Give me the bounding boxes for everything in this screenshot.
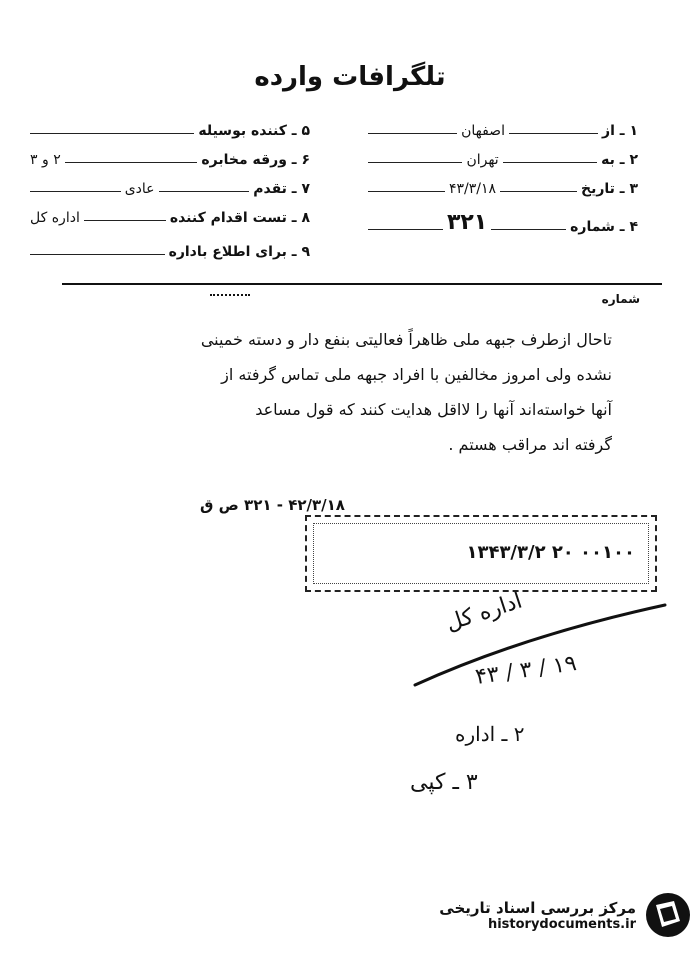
dash-line [84, 220, 166, 221]
logo-url: historydocuments.ir [487, 916, 636, 932]
dash-line [503, 162, 597, 163]
field-inform [30, 244, 310, 260]
field-sheets [30, 152, 310, 168]
field-sheets-label: ۶ ـ ورقه مخابره [201, 152, 310, 168]
receipt-stamp [305, 515, 657, 592]
footer-reference: ۴۲/۳/۱۸ - ۳۲۱ ص ق [200, 496, 345, 514]
handwritten-note: ۳ ـ کپی [410, 770, 478, 795]
field-sheets-value: ۲ و ۳ [30, 152, 61, 168]
field-to-label: ۲ ـ به [601, 152, 638, 168]
field-action-value: اداره کل [30, 210, 80, 226]
dash-line [30, 133, 194, 134]
field-priority [30, 181, 310, 197]
dash-line [368, 191, 445, 192]
small-dash [210, 294, 250, 296]
field-to [368, 152, 638, 168]
dash-line [491, 229, 566, 230]
reference-label: شماره [601, 292, 640, 306]
field-to-value: تهران [466, 152, 499, 168]
field-sender [30, 123, 310, 139]
dash-line [65, 162, 198, 163]
message-body [92, 322, 612, 462]
document-title: تلگرافات وارده [254, 62, 446, 92]
field-number-value: ۳۲۱ [446, 210, 488, 235]
field-action-label: ۸ ـ تست اقدام کننده [169, 210, 310, 226]
field-number-label: ۴ ـ شماره [570, 219, 638, 235]
field-from [368, 123, 638, 139]
field-date-value: ۴۳/۳/۱۸ [448, 181, 497, 197]
archive-logo [407, 885, 692, 945]
dash-line [368, 133, 457, 134]
field-number [368, 210, 638, 235]
field-date-label: ۳ ـ تاریخ [581, 181, 638, 197]
dash-line [368, 162, 462, 163]
field-sender-label: ۵ ـ کننده بوسیله [198, 123, 310, 139]
dash-line [509, 133, 598, 134]
archive-emblem-icon [644, 891, 692, 939]
body-line: آنها خواسته‌اند آنها را لااقل هدایت کنند که قول مساعد [255, 400, 612, 419]
body-line: نشده ولی امروز مخالفین با افراد جبهه ملی تماس گرفته از [221, 365, 612, 384]
handwritten-note: ۲ ـ اداره [455, 722, 525, 746]
handwritten-note: اداره کل [443, 588, 526, 637]
dash-line [368, 229, 443, 230]
field-date [368, 181, 638, 197]
field-priority-label: ۷ ـ تقدم [253, 181, 310, 197]
header-divider [62, 283, 662, 285]
handwritten-date: ۱۹ / ۳ / ۴۳ [473, 651, 579, 690]
dash-line [159, 191, 250, 192]
logo-name: مرکز بررسی اسناد تاریخی [439, 898, 636, 917]
dash-line [30, 191, 121, 192]
field-from-value: اصفهان [461, 123, 505, 139]
dash-line [30, 254, 165, 255]
field-from-label: ۱ ـ از [602, 123, 638, 139]
field-inform-label: ۹ ـ برای اطلاع باداره [168, 244, 310, 260]
stamp-text: ۱۳۴۳/۳/۲ ۲۰ ۰۰۱۰۰ [466, 542, 635, 563]
field-action [30, 210, 310, 226]
body-line: تاحال ازطرف جبهه ملی ظاهراً فعالیتی بنفع دار و دسته خمینی [200, 330, 612, 349]
field-priority-value: عادی [124, 181, 155, 197]
body-line: گرفته اند مراقب هستم . [448, 435, 612, 454]
dash-line [500, 191, 577, 192]
logo-text [439, 899, 636, 932]
